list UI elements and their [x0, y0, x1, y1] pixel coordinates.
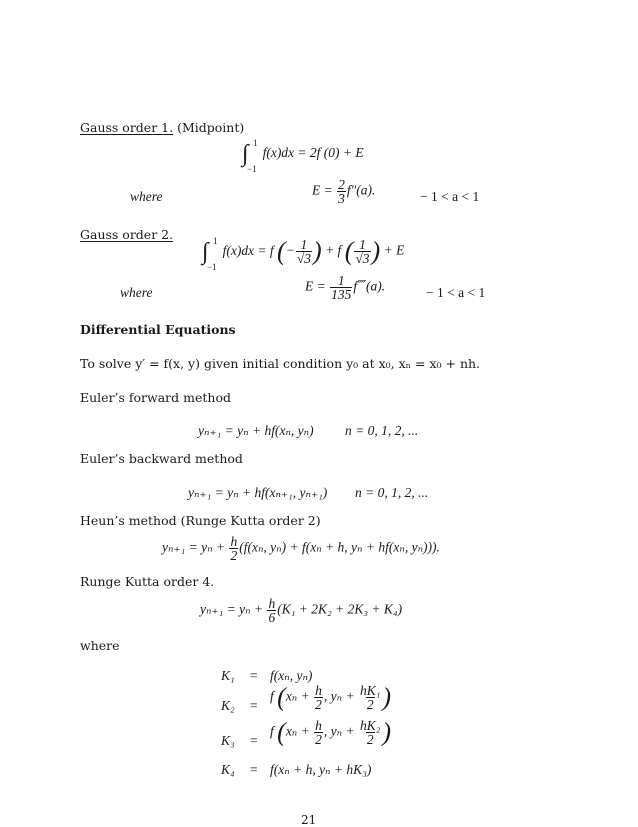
- gauss2-integral-eq: ∫ 1 −1 f(x)dx = f (− $\frac{1}{√3}$ ) + f ( $\frac{1}{√3}$ ) + E: [202, 235, 405, 272]
- euler-bwd-label: Euler’s backward method: [80, 451, 243, 466]
- k3-f: f: [270, 723, 274, 739]
- rk4-frac: [267, 597, 276, 624]
- k3-pre: xₙ +: [285, 723, 310, 739]
- gauss2-plus-e: + E: [383, 242, 405, 258]
- gauss1-err-lhs: E =: [312, 182, 333, 198]
- gauss2-upper: 1: [213, 235, 218, 246]
- gauss1-rhs: f(x)dx = 2f (0) + E: [262, 145, 364, 161]
- rk4-eq: [200, 597, 402, 624]
- gauss1-error: [312, 178, 375, 205]
- gauss1-err-frac: [337, 178, 346, 205]
- k2-frac: [359, 684, 381, 711]
- k2-num: hK₁: [359, 683, 381, 698]
- rk4-den: 6: [268, 610, 276, 625]
- gauss2-lower: −1: [207, 261, 217, 272]
- gauss2-frac2: [354, 238, 370, 265]
- euler-fwd-eq: yₙ₊₁ = yₙ + hf(xₙ, yₙ): [198, 423, 314, 438]
- gauss2-heading: Gauss order 2.: [80, 227, 174, 242]
- rk4-lhs: yₙ₊₁ = yₙ +: [200, 601, 264, 617]
- gauss1-where: where: [130, 189, 163, 204]
- gauss2-neg: −: [285, 242, 295, 258]
- gauss1-upper: 1: [253, 138, 258, 148]
- k2-rhs: f (xₙ + $\frac{h}{2}$ , yₙ + $\frac{\text{hK₁}}{2}$ ): [270, 682, 392, 712]
- k2-den: 2: [366, 697, 374, 712]
- gauss2-where: where: [120, 285, 153, 300]
- k2-f: f: [270, 688, 274, 704]
- k2-mid: , yₙ +: [323, 688, 355, 704]
- k1-eq-sign: =: [250, 668, 258, 683]
- k3-h-frac: [314, 719, 323, 746]
- k2-h-num: h: [315, 683, 322, 698]
- k3-h-num: h: [315, 718, 322, 733]
- gauss1-note: (Midpoint): [177, 120, 245, 135]
- gauss2-range: − 1 < a < 1: [426, 285, 486, 300]
- heun-den: 2: [230, 548, 238, 563]
- gauss2-err-tail: f⁗(a).: [353, 278, 386, 294]
- gauss1-err-den: 3: [338, 191, 345, 206]
- euler-bwd-n: n = 0, 1, 2, ...: [355, 485, 429, 500]
- k3-den: 2: [366, 732, 374, 747]
- heun-label: Heun’s method (Runge Kutta order 2): [80, 513, 321, 528]
- rk4-num: h: [268, 596, 276, 611]
- page-number: 21: [301, 813, 317, 827]
- heun-lhs: yₙ₊₁ = yₙ +: [162, 539, 226, 555]
- k3-eq-sign: =: [250, 733, 258, 748]
- k3-num: hK₂: [359, 718, 381, 733]
- heun-num: h: [230, 534, 238, 549]
- k4-rhs: f(xₙ + h, yₙ + hK₃): [270, 762, 372, 777]
- integral-sign: ∫ 1 −1: [242, 138, 258, 174]
- heun-frac: [229, 535, 238, 562]
- k4-eq-sign: =: [250, 762, 258, 777]
- gauss2-err-num: 1: [337, 273, 345, 288]
- heun-rhs: (f(xₙ, yₙ) + f(xₙ + h, yₙ + hf(xₙ, yₙ))).: [239, 539, 440, 555]
- k2-eq-sign: =: [250, 698, 258, 713]
- gauss2-num2: 1: [359, 237, 366, 252]
- k3-frac: [359, 719, 381, 746]
- k2-h-den: 2: [315, 697, 322, 712]
- gauss2-den1: √3: [296, 251, 312, 266]
- euler-fwd-label: Euler’s forward method: [80, 390, 231, 405]
- gauss2-err-frac: [330, 274, 352, 301]
- diffeq-heading: Differential Equations: [80, 322, 236, 337]
- gauss1-err-tail: f″(a).: [346, 182, 376, 198]
- k3-rhs: f (xₙ + $\frac{h}{2}$ , yₙ + $\frac{\text{hK₂}}{2}$ ): [270, 717, 392, 747]
- gauss2-lhs: f(x)dx = f: [222, 242, 274, 258]
- gauss2-err-den: 135: [331, 287, 352, 302]
- gauss2-den2: √3: [355, 251, 370, 266]
- k1-rhs: f(xₙ, yₙ): [270, 668, 313, 683]
- gauss1-range: − 1 < a < 1: [420, 189, 480, 204]
- rk4-rhs: (K₁ + 2K₂ + 2K₃ + K₄): [277, 601, 403, 617]
- k3-lhs: K₃: [221, 733, 235, 748]
- k1-lhs: K₁: [221, 668, 235, 683]
- gauss2-frac1: [296, 238, 312, 265]
- heun-eq: [162, 535, 440, 562]
- k2-lhs: K₂: [221, 698, 235, 713]
- rk4-label: Runge Kutta order 4.: [80, 574, 215, 589]
- k4-lhs: K₄: [221, 762, 235, 777]
- euler-bwd-eq: yₙ₊₁ = yₙ + hf(xₙ₊₁, yₙ₊₁): [188, 485, 328, 500]
- gauss2-plus-f: + f: [325, 242, 342, 258]
- integral-sign: ∫ 1 −1: [202, 235, 218, 272]
- k3-mid: , yₙ +: [323, 723, 355, 739]
- gauss2-error: [305, 274, 385, 301]
- k3-h-den: 2: [315, 732, 322, 747]
- diffeq-intro: To solve y′ = f(x, y) given initial condition y₀ at x₀, xₙ = x₀ + nh.: [80, 356, 481, 371]
- gauss1-err-num: 2: [338, 177, 345, 192]
- gauss1-integral-eq: [242, 138, 364, 174]
- euler-fwd-n: n = 0, 1, 2, ...: [345, 423, 419, 438]
- k2-pre: xₙ +: [285, 688, 310, 704]
- gauss2-num1: 1: [300, 237, 308, 252]
- rk4-where: where: [80, 638, 120, 653]
- gauss1-lower: −1: [247, 164, 257, 174]
- gauss1-heading-line: [80, 120, 244, 135]
- k2-h-frac: [314, 684, 323, 711]
- gauss1-heading: Gauss order 1.: [80, 120, 174, 135]
- gauss2-err-lhs: E =: [305, 278, 326, 294]
